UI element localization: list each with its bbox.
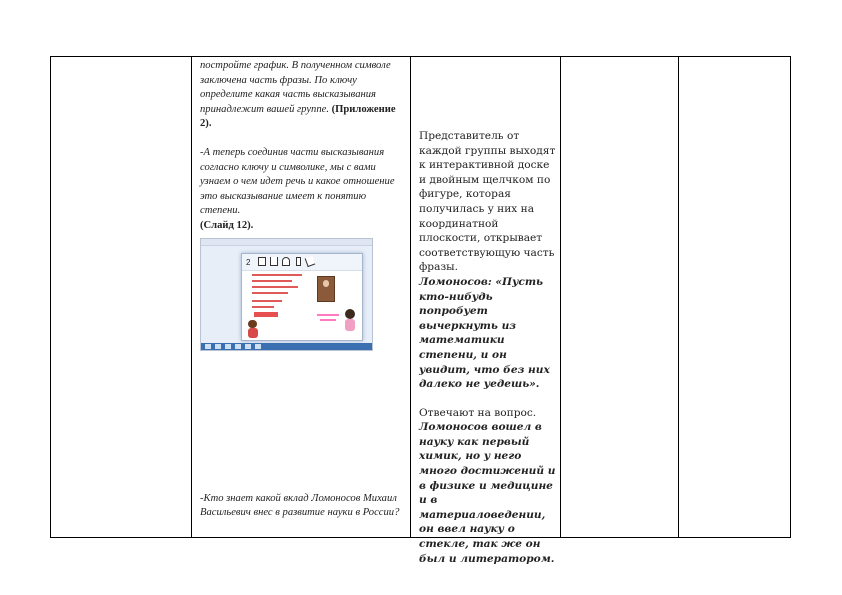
cartoon-boy-image: [246, 320, 260, 338]
highlight-bar: [254, 312, 278, 317]
representative-text: Представитель от каждой группы выходят к интерактивной доске и двойным щелчком по фигуре, которая получилась у них на координатной плоскости, открывает соответствующую часть фразы.: [419, 130, 556, 274]
answer-label: Отвечают на вопрос.: [419, 406, 537, 419]
rectangle-icon: [258, 257, 266, 266]
slide-preview: [241, 253, 363, 341]
student-activity-cell: [411, 57, 561, 565]
triangle-icon: [270, 257, 278, 266]
column-divider: [678, 57, 679, 537]
caption-line: [320, 319, 336, 321]
lomonosov-quote: Ломоносов: «Пусть кто-нибудь попробует вычеркнуть из математики степени, и он увидит, что без них далеко не уедешь».: [419, 275, 550, 391]
caption-line: [317, 314, 339, 316]
shape-toolbar: [242, 254, 362, 271]
answer-text: Ломоносов вошел в науку как первый химик, но у него много достижений и в физике и медицине и в материаловедении, он ввел науку о стекле, так же он был и литератором.: [419, 421, 556, 565]
arc-icon: [282, 257, 290, 266]
check-icon: [305, 255, 316, 266]
slide-reference: (Слайд 12).: [200, 219, 254, 231]
connect-paragraph: [200, 146, 402, 219]
connect-text: -А теперь соединив части высказывания согласно ключу и символике, мы с вами узнаем о чем идет речь и какое отношение это высказывание имеет к понятию степени.: [200, 146, 395, 217]
cartoon-girl-image: [342, 309, 358, 333]
instruction-text: постройте график. В полученном символе заключена часть фразы. По ключу определите какая часть высказывания принадлежит вашей группе.: [200, 60, 391, 115]
appendix-reference: (Приложение 2).: [200, 103, 396, 130]
menu-bar: [201, 239, 372, 246]
quote-line: [252, 286, 298, 288]
slide-screenshot: [200, 238, 373, 351]
quote-line: [252, 274, 302, 276]
portrait-image: [317, 276, 335, 302]
quote-line: [252, 292, 288, 294]
instruction-paragraph: [200, 59, 402, 132]
slide-number: 2: [246, 257, 251, 267]
quote-line: [252, 300, 282, 302]
lesson-table: [50, 56, 791, 565]
taskbar: [201, 343, 372, 350]
quote-line: [252, 306, 274, 308]
quote-line: [252, 280, 292, 282]
teacher-activity-cell: [192, 57, 408, 537]
bar-icon: [296, 257, 301, 266]
contribution-question: -Кто знает какой вклад Ломоносов Михаил Васильевич внес в развитие науки в России?: [200, 492, 400, 519]
